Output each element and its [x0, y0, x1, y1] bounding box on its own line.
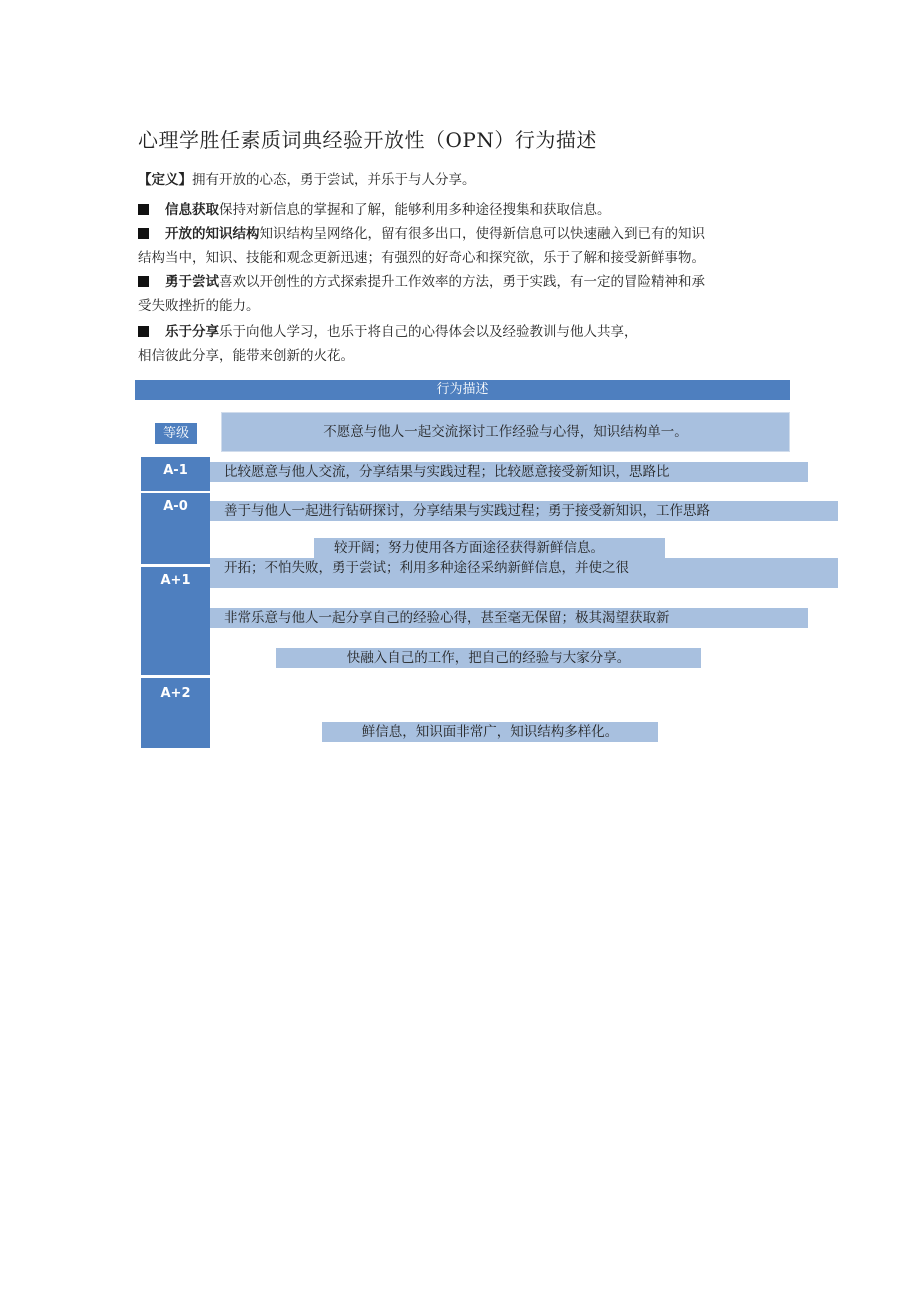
bullet-courage [138, 270, 705, 294]
bullet-term: 开放的知识结构 [165, 226, 260, 242]
text-row-3: 较开阔；努力使用各方面途径获得新鲜信息。 [314, 538, 665, 558]
bullet-text: 乐于向他人学习，也乐于将自己的心得体会以及经验教训与他人共享， [219, 324, 638, 340]
level-a-0: A-0 [141, 493, 210, 564]
table-header: 行为描述 [135, 380, 790, 400]
bullet-term: 勇于尝试 [165, 274, 219, 290]
text-row-0: 不愿意与他人一起交流探讨工作经验与心得，知识结构单一。 [221, 412, 790, 452]
bullet-text: 知识结构呈网络化，留有很多出口，使得新信息可以快速融入到已有的知识 [259, 226, 705, 242]
definition [138, 168, 476, 192]
definition-label: 【定义】 [138, 172, 192, 188]
bullet-info-acquisition [138, 198, 611, 222]
square-bullet-icon [138, 228, 149, 239]
bullet-sharing [138, 320, 638, 344]
bullet-open-knowledge [138, 222, 705, 246]
bullet-text-cont: 结构当中，知识、技能和观念更新迅速；有强烈的好奇心和探究欲，乐于了解和接受新鲜事物。 [138, 250, 705, 266]
level-a-plus-1: A+1 [141, 567, 210, 675]
bullet-text: 保持对新信息的掌握和了解，能够利用多种途径搜集和获取信息。 [219, 202, 611, 218]
text-row-4: 开拓；不怕失败，勇于尝试；利用多种途径采纳新鲜信息，并使之很 [210, 558, 838, 588]
bullet-text: 喜欢以开创性的方式探索提升工作效率的方法，勇于实践，有一定的冒险精神和承 [219, 274, 705, 290]
bullet-term: 乐于分享 [165, 324, 219, 340]
square-bullet-icon [138, 326, 149, 337]
text-row-2: 善于与他人一起进行钻研探讨，分享结果与实践过程；勇于接受新知识，工作思路 [210, 501, 838, 521]
definition-text: 拥有开放的心态，勇于尝试，并乐于与人分享。 [192, 172, 476, 188]
level-a-minus-1: A-1 [141, 457, 210, 491]
square-bullet-icon [138, 276, 149, 287]
bullet-text-cont: 相信彼此分享，能带来创新的火花。 [138, 348, 354, 364]
text-row-6: 快融入自己的工作，把自己的经验与大家分享。 [276, 648, 701, 668]
level-a-plus-2: A+2 [141, 678, 210, 748]
square-bullet-icon [138, 204, 149, 215]
text-row-1: 比较愿意与他人交流，分享结果与实践过程；比较愿意接受新知识，思路比 [210, 462, 808, 482]
page-title: 心理学胜任素质词典经验开放性（OPN）行为描述 [138, 128, 597, 152]
bullet-text-cont: 受失败挫折的能力。 [138, 298, 260, 314]
bullet-term: 信息获取 [165, 202, 219, 218]
text-row-5: 非常乐意与他人一起分享自己的经验心得，甚至毫无保留；极其渴望获取新 [210, 608, 808, 628]
text-row-7: 鲜信息，知识面非常广，知识结构多样化。 [322, 722, 658, 742]
grade-column-label: 等级 [155, 423, 197, 444]
